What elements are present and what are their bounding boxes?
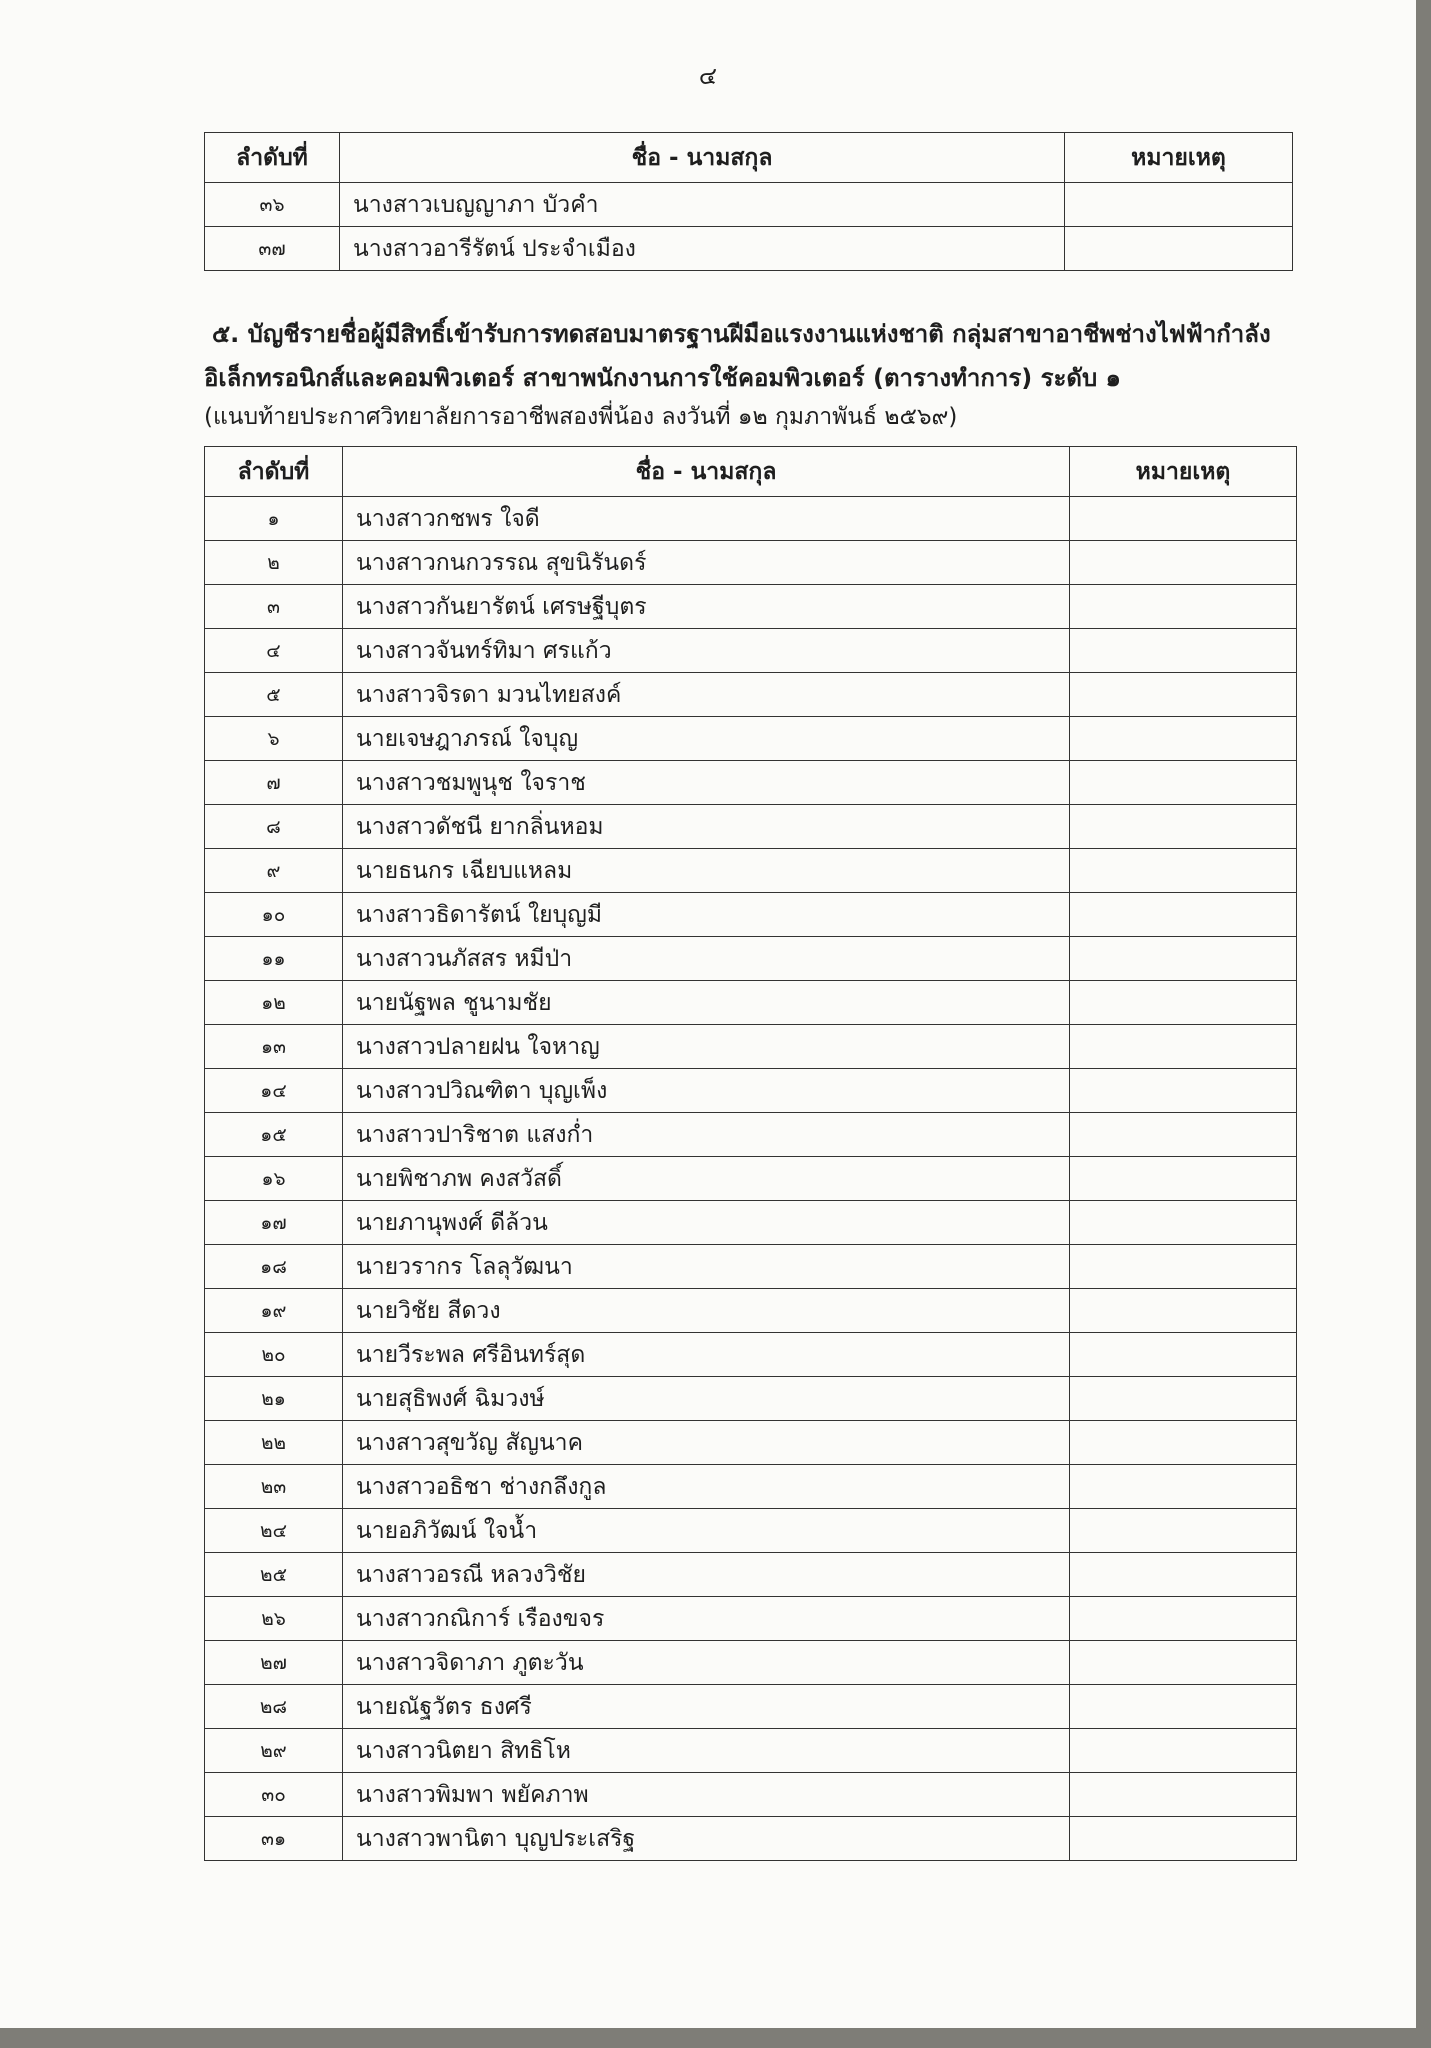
row-name: นายธนกร เฉียบแหลม: [343, 849, 1070, 893]
table-row: [205, 1773, 1297, 1817]
table-row: [205, 1245, 1297, 1289]
row-name: นางสาวกณิการ์ เรืองขจร: [343, 1597, 1070, 1641]
row-name: นางสาวพิมพา พยัคภาพ: [343, 1773, 1070, 1817]
row-name: นางสาวสุขวัญ สัญนาค: [343, 1421, 1070, 1465]
row-number: ๑๖: [205, 1157, 343, 1201]
row-note: [1070, 673, 1297, 717]
row-name: นางสาวอารีรัตน์ ประจำเมือง: [340, 227, 1065, 271]
row-name: นางสาวเบญญาภา บัวคำ: [340, 183, 1065, 227]
row-note: [1070, 1421, 1297, 1465]
row-name: นางสาวอธิชา ช่างกลึงกูล: [343, 1465, 1070, 1509]
table-row: [205, 761, 1297, 805]
table-row: [205, 585, 1297, 629]
row-note: [1070, 1773, 1297, 1817]
row-number: ๓๗: [205, 227, 340, 271]
row-name: นายวีระพล ศรีอินทร์สุด: [343, 1333, 1070, 1377]
table-row: [205, 805, 1297, 849]
section-title-line-1: ๕. บัญชีรายชื่อผู้มีสิทธิ์เข้ารับการทดสอบมาตรฐานฝีมือแรงงานแห่งชาติ กลุ่มสาขาอาชีพช่างไฟฟ้ากำลัง: [212, 320, 1271, 348]
table-row: [205, 981, 1297, 1025]
row-note: [1065, 183, 1293, 227]
row-number: ๙: [205, 849, 343, 893]
row-note: [1070, 937, 1297, 981]
row-note: [1070, 1025, 1297, 1069]
row-number: ๑๗: [205, 1201, 343, 1245]
table-row: [205, 1289, 1297, 1333]
row-number: ๓๑: [205, 1817, 343, 1861]
row-name: นายสุธิพงศ์ ฉิมวงษ์: [343, 1377, 1070, 1421]
table-header-row: [205, 133, 1293, 183]
row-name: นายณัฐวัตร ธงศรี: [343, 1685, 1070, 1729]
row-number: ๑: [205, 497, 343, 541]
row-name: นางสาวกนกวรรณ สุขนิรันดร์: [343, 541, 1070, 585]
header-name: ชื่อ - นามสกุล: [343, 447, 1070, 497]
row-name: นางสาวกชพร ใจดี: [343, 497, 1070, 541]
row-number: ๑๒: [205, 981, 343, 1025]
row-name: นางสาวพานิตา บุญประเสริฐ: [343, 1817, 1070, 1861]
row-number: ๑๐: [205, 893, 343, 937]
row-number: ๑๙: [205, 1289, 343, 1333]
table-row: [205, 893, 1297, 937]
row-name: นางสาวจิรดา มวนไทยสงค์: [343, 673, 1070, 717]
row-number: ๒๒: [205, 1421, 343, 1465]
row-note: [1070, 717, 1297, 761]
row-name: นายพิชาภพ คงสวัสดิ์: [343, 1157, 1070, 1201]
row-note: [1070, 497, 1297, 541]
row-number: ๔: [205, 629, 343, 673]
row-number: ๓๖: [205, 183, 340, 227]
row-number: ๕: [205, 673, 343, 717]
row-note: [1070, 849, 1297, 893]
table-row: [205, 1157, 1297, 1201]
header-name: ชื่อ - นามสกุล: [340, 133, 1065, 183]
table-row: [205, 1025, 1297, 1069]
row-name: นางสาวอรณี หลวงวิชัย: [343, 1553, 1070, 1597]
row-note: [1070, 1289, 1297, 1333]
table-row: [205, 629, 1297, 673]
table-row: [205, 1509, 1297, 1553]
row-number: ๒๑: [205, 1377, 343, 1421]
table-row: [205, 497, 1297, 541]
row-note: [1070, 893, 1297, 937]
row-number: ๒๕: [205, 1553, 343, 1597]
table-row: [205, 717, 1297, 761]
row-note: [1070, 1245, 1297, 1289]
row-note: [1070, 1685, 1297, 1729]
table-row: [205, 1421, 1297, 1465]
row-number: ๒๗: [205, 1641, 343, 1685]
row-note: [1070, 1597, 1297, 1641]
row-note: [1070, 585, 1297, 629]
header-note: หมายเหตุ: [1070, 447, 1297, 497]
row-name: นางสาวชมพูนุช ใจราช: [343, 761, 1070, 805]
table-row: [205, 1069, 1297, 1113]
row-note: [1070, 1509, 1297, 1553]
header-note: หมายเหตุ: [1065, 133, 1293, 183]
row-number: ๒๐: [205, 1333, 343, 1377]
row-number: ๒๓: [205, 1465, 343, 1509]
row-name: นางสาวปวิณฑิตา บุญเพ็ง: [343, 1069, 1070, 1113]
table-row: [205, 849, 1297, 893]
table-row: [205, 183, 1293, 227]
row-note: [1070, 761, 1297, 805]
row-name: นางสาวธิดารัตน์ ใยบุญมี: [343, 893, 1070, 937]
row-number: ๒๘: [205, 1685, 343, 1729]
row-number: ๑๘: [205, 1245, 343, 1289]
table-row: [205, 937, 1297, 981]
row-name: นางสาวปาริชาต แสงก่ำ: [343, 1113, 1070, 1157]
row-name: นางสาวปลายฝน ใจหาญ: [343, 1025, 1070, 1069]
row-number: ๖: [205, 717, 343, 761]
row-number: ๘: [205, 805, 343, 849]
row-note: [1070, 1817, 1297, 1861]
candidate-table: [204, 446, 1297, 1861]
page-number: ๔: [698, 62, 718, 90]
section-heading: [204, 312, 1299, 434]
row-note: [1070, 1113, 1297, 1157]
table-row: [205, 227, 1293, 271]
row-note: [1070, 1553, 1297, 1597]
row-number: ๓: [205, 585, 343, 629]
row-note: [1065, 227, 1293, 271]
table-row: [205, 1597, 1297, 1641]
section-title: [204, 312, 1299, 400]
row-note: [1070, 981, 1297, 1025]
row-name: นางสาวจิดาภา ภูตะวัน: [343, 1641, 1070, 1685]
row-name: นางสาวนภัสสร หมีป่า: [343, 937, 1070, 981]
previous-section-table: [204, 132, 1293, 271]
row-note: [1070, 1157, 1297, 1201]
row-note: [1070, 1333, 1297, 1377]
row-name: นางสาวกันยารัตน์ เศรษฐีบุตร: [343, 585, 1070, 629]
section-note: (แนบท้ายประกาศวิทยาลัยการอาชีพสองพี่น้อง ลงวันที่ ๑๒ กุมภาพันธ์ ๒๕๖๙): [204, 404, 958, 430]
table-row: [205, 541, 1297, 585]
table-row: [205, 1201, 1297, 1245]
row-note: [1070, 1465, 1297, 1509]
row-name: นายเจษฎาภรณ์ ใจบุญ: [343, 717, 1070, 761]
table-header-row: [205, 447, 1297, 497]
row-number: ๒: [205, 541, 343, 585]
row-note: [1070, 541, 1297, 585]
row-name: นายนัฐพล ชูนามชัย: [343, 981, 1070, 1025]
row-note: [1070, 1201, 1297, 1245]
table-row: [205, 1641, 1297, 1685]
row-name: นายวิชัย สีดวง: [343, 1289, 1070, 1333]
section-title-line-2: อิเล็กทรอนิกส์และคอมพิวเตอร์ สาขาพนักงานการใช้คอมพิวเตอร์ (ตารางทำการ) ระดับ ๑: [204, 364, 1121, 392]
row-name: นายภานุพงศ์ ดีล้วน: [343, 1201, 1070, 1245]
row-name: นายวรากร โลลุวัฒนา: [343, 1245, 1070, 1289]
table-row: [205, 1685, 1297, 1729]
row-number: ๑๑: [205, 937, 343, 981]
row-number: ๓๐: [205, 1773, 343, 1817]
row-number: ๒๙: [205, 1729, 343, 1773]
header-no: ลำดับที่: [205, 133, 340, 183]
row-name: นางสาวจันทร์ทิมา ศรแก้ว: [343, 629, 1070, 673]
row-number: ๒๖: [205, 1597, 343, 1641]
table-row: [205, 1553, 1297, 1597]
row-name: นางสาวนิตยา สิทธิโห: [343, 1729, 1070, 1773]
row-note: [1070, 629, 1297, 673]
row-name: นางสาวดัชนี ยากลิ่นหอม: [343, 805, 1070, 849]
header-no: ลำดับที่: [205, 447, 343, 497]
row-note: [1070, 805, 1297, 849]
row-number: ๑๕: [205, 1113, 343, 1157]
table-row: [205, 1333, 1297, 1377]
row-number: ๑๓: [205, 1025, 343, 1069]
row-note: [1070, 1729, 1297, 1773]
row-note: [1070, 1641, 1297, 1685]
table-row: [205, 1729, 1297, 1773]
table-row: [205, 1113, 1297, 1157]
row-note: [1070, 1069, 1297, 1113]
table-row: [205, 1817, 1297, 1861]
row-note: [1070, 1377, 1297, 1421]
row-number: ๒๔: [205, 1509, 343, 1553]
table-row: [205, 1377, 1297, 1421]
table-row: [205, 673, 1297, 717]
row-number: ๑๔: [205, 1069, 343, 1113]
row-number: ๗: [205, 761, 343, 805]
row-name: นายอภิวัฒน์ ใจน้ำ: [343, 1509, 1070, 1553]
table-row: [205, 1465, 1297, 1509]
